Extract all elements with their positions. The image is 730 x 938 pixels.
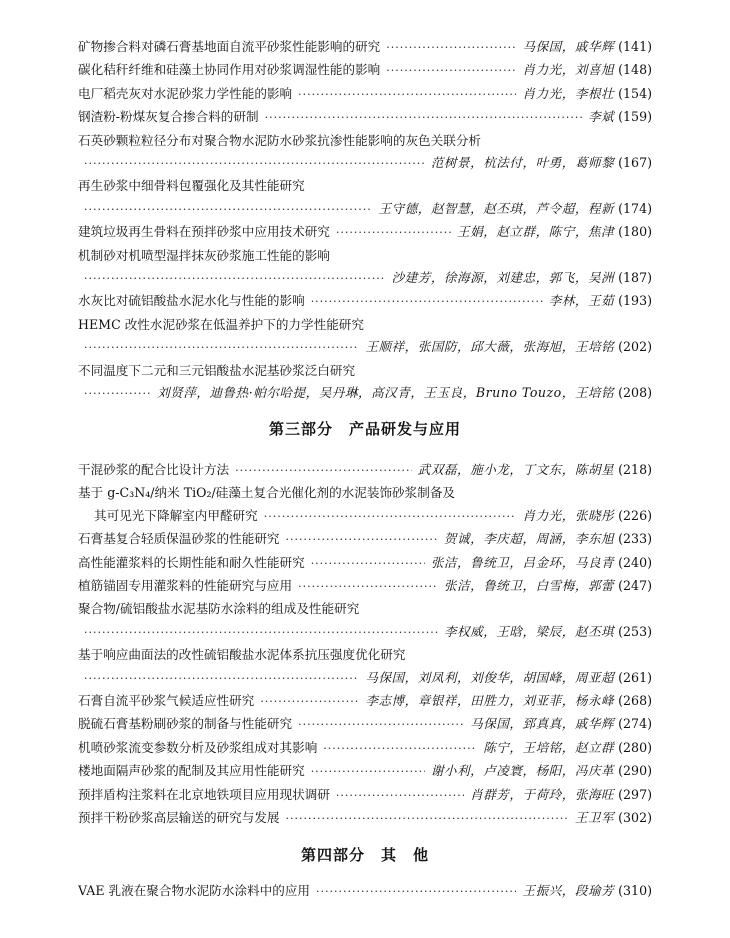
toc-entry-title: 机制砂对机喷型湿拌抹灰砂浆施工性能的影响 <box>78 247 330 263</box>
leader-dots <box>264 506 517 528</box>
leader-dots <box>298 714 464 736</box>
leader-dots <box>84 199 372 221</box>
toc-entry <box>78 713 652 736</box>
toc-entry <box>78 152 652 175</box>
leader-dots <box>386 37 516 59</box>
toc-entry-authors: 武双磊，施小龙，丁文东，陈胡星 <box>417 462 615 477</box>
toc-entry-authors: 贺诚，李庆超，周涵，李东旭 <box>443 531 615 547</box>
toc-entry <box>78 198 652 221</box>
toc-entry-title: 矿物掺合料对磷石膏基地面自流平砂浆性能影响的研究 <box>78 39 381 54</box>
toc-entry-page: (154) <box>618 85 652 101</box>
toc-entry-title: 预拌干粉砂浆高层输送的研究与发展 <box>78 810 280 826</box>
toc-entry <box>78 83 652 106</box>
leader-dots <box>235 460 412 482</box>
toc-entry-page: (233) <box>618 531 652 547</box>
toc-entry-page: (290) <box>618 763 652 779</box>
toc-entry-authors: 王卫军 <box>574 810 615 826</box>
toc-entry-authors: 肖力光，李根壮 <box>522 85 615 101</box>
toc-entry-authors: 范树景，杭法付，叶勇，葛师黎 <box>430 155 615 171</box>
toc-entry-title: 楼地面隔声砂浆的配制及其应用性能研究 <box>78 763 305 779</box>
leader-dots <box>298 84 516 106</box>
toc-entry-title: 石英砂颗粒粒径分布对聚合物水泥防水砂浆抗渗性能影响的灰色关联分析 <box>78 132 481 148</box>
toc-entry-authors: 李林，王茹 <box>548 293 615 309</box>
leader-dots <box>311 553 425 575</box>
toc-entry-authors: 谢小利，卢凌寰，杨阳，冯庆革 <box>430 763 615 779</box>
leader-dots <box>311 291 543 313</box>
toc-entry-authors: 肖力光，刘喜旭 <box>522 62 615 78</box>
leader-dots <box>286 529 438 551</box>
toc-entry-authors: 张洁，鲁统卫，吕金环，马良青 <box>430 554 615 570</box>
toc-entry <box>78 575 652 598</box>
leader-dots <box>316 881 516 903</box>
toc-section-part2-continued <box>0 36 730 406</box>
toc-entry-authors: 李斌 <box>587 109 615 125</box>
toc-entry <box>78 267 652 290</box>
toc-entry <box>78 880 652 903</box>
toc-entry <box>78 382 652 405</box>
leader-dots <box>286 808 569 830</box>
leader-dots <box>298 576 438 598</box>
toc-entry-title: 机喷砂浆流变参数分析及砂浆组成对其影响 <box>78 739 318 755</box>
toc-entry <box>78 336 652 359</box>
toc-entry-title: 再生砂浆中细骨料包覆强化及其性能研究 <box>78 178 305 194</box>
toc-entry-page: (226) <box>618 507 652 523</box>
toc-entry-page: (180) <box>618 224 652 240</box>
toc-entry-authors: 肖群芳，于荷玲，张海旺 <box>470 786 615 802</box>
toc-entry-page: (268) <box>618 693 652 709</box>
toc-entry <box>78 221 652 244</box>
toc-entry-authors: 王振兴，段瑜芳 <box>522 883 615 898</box>
toc-entry <box>78 760 652 783</box>
toc-entry <box>78 36 652 59</box>
toc-entry <box>78 59 652 82</box>
toc-entry-authors: 肖力光，张晓彤 <box>522 507 615 523</box>
toc-entry-title: 石膏基复合轻质保温砂浆的性能研究 <box>78 531 280 547</box>
leader-dots <box>84 383 151 405</box>
leader-dots <box>84 622 438 644</box>
toc-entry-authors: 李权威，王晗，梁辰，赵丕琪 <box>443 623 615 639</box>
toc-entry-title: 预拌盾构注浆料在北京地铁项目应用现状调研 <box>78 786 330 802</box>
leader-dots <box>311 761 425 783</box>
toc-entry-authors: 王守德，赵智慧，赵丕琪，芦令超，程新 <box>378 200 615 216</box>
toc-entry-title: 电厂稻壳灰对水泥砂浆力学性能的影响 <box>78 85 293 101</box>
toc-entry-page: (240) <box>618 554 652 570</box>
toc-entry-page: (148) <box>618 62 652 78</box>
toc-entry-page: (310) <box>618 883 652 898</box>
toc-entry-page: (302) <box>618 810 652 826</box>
toc-entry-title: 脱硫石膏基粉刷砂浆的制备与性能研究 <box>78 716 293 732</box>
leader-dots <box>323 738 477 760</box>
part3-heading-wrap <box>0 418 730 439</box>
leader-dots <box>84 268 386 290</box>
toc-entry-title: 不同温度下二元和三元铝酸盐水泥基砂浆泛白研究 <box>78 362 356 378</box>
toc-entry-title: 水灰比对硫铝酸盐水泥水化与性能的影响 <box>78 293 305 309</box>
toc-entry-title: 基于 g-C₃N₄/纳米 TiO₂/硅藻土复合光催化剂的水泥装饰砂浆制备及 <box>78 485 456 501</box>
toc-entry-title: 钢渣粉-粉煤灰复合掺合料的研制 <box>78 109 259 125</box>
toc-entry-page: (141) <box>618 39 652 54</box>
toc-entry-title: 植筋锚固专用灌浆料的性能研究与应用 <box>78 578 293 594</box>
toc-entry <box>94 505 652 528</box>
toc-entry-authors: 马保国，郅真真，戚华辉 <box>470 716 615 732</box>
toc-entry-page: (159) <box>618 109 652 125</box>
toc-entry-page: (167) <box>618 155 652 171</box>
toc-entry-page: (202) <box>618 339 652 355</box>
toc-entry <box>78 737 652 760</box>
toc-entry <box>78 690 652 713</box>
toc-entry-title: 聚合物/硫铝酸盐水泥基防水涂料的组成及性能研究 <box>78 601 360 617</box>
toc-entry-authors: 张洁，鲁统卫，白雪梅，郭蕾 <box>443 578 615 594</box>
toc-entry-page: (193) <box>618 293 652 309</box>
toc-entry-title: 基于响应曲面法的改性硫铝酸盐水泥体系抗压强度优化研究 <box>78 647 406 663</box>
toc-entry-page: (261) <box>618 669 652 685</box>
toc-entry <box>78 528 652 551</box>
toc-entry-authors: 李志博，章银祥，田胜力，刘亚菲，杨永峰 <box>365 693 615 709</box>
toc-entry <box>78 621 652 644</box>
toc-entry-page: (247) <box>618 578 652 594</box>
toc-entry-page: (280) <box>618 739 652 755</box>
toc-entry-title-cont: 其可见光下降解室内甲醛研究 <box>94 507 258 523</box>
toc-entry-authors: 刘贤萍，迪鲁热·帕尔哈提，吴丹琳，高汉青，王玉良，Bruno Touzo，王培铭 <box>157 385 615 401</box>
toc-entry-authors: 陈宁，王培铭，赵立群 <box>483 739 615 755</box>
toc-entry-page: (297) <box>618 786 652 802</box>
toc-entry-title: HEMC 改性水泥砂浆在低温养护下的力学性能研究 <box>78 316 364 332</box>
part3-heading: 第三部分 产品研发与应用 <box>268 420 461 438</box>
part4-heading: 第四部分 其 他 <box>300 846 429 864</box>
toc-entry <box>78 106 652 129</box>
toc-entry <box>78 667 652 690</box>
leader-dots <box>386 60 516 82</box>
toc-entry-authors: 马保国，刘凤利，刘俊华，胡国峰，周亚超 <box>365 669 615 685</box>
toc-entry-page: (187) <box>618 270 652 286</box>
toc-entry-authors: 马保国，戚华辉 <box>522 39 615 54</box>
toc-entry-page: (174) <box>618 200 652 216</box>
leader-dots <box>336 785 464 807</box>
toc-entry-title: 碳化秸秆纤维和硅藻土协同作用对砂浆调湿性能的影响 <box>78 62 381 78</box>
toc-entry <box>78 459 652 482</box>
leader-dots <box>84 153 425 175</box>
part4-heading-wrap <box>0 844 730 865</box>
toc-section-part3 <box>0 459 730 831</box>
toc-entry-title: 建筑垃圾再生骨料在预拌砂浆中应用技术研究 <box>78 224 330 240</box>
toc-entry <box>78 552 652 575</box>
leader-dots <box>265 107 582 129</box>
toc-entry <box>78 807 652 830</box>
toc-entry-page: (253) <box>618 623 652 639</box>
leader-dots <box>336 222 451 244</box>
toc-entry-authors: 王娟，赵立群，陈宁，焦津 <box>457 224 615 240</box>
toc-section-part4 <box>0 880 730 903</box>
toc-entry <box>78 290 652 313</box>
toc-entry-title: VAE 乳液在聚合物水泥防水涂料中的应用 <box>78 883 311 898</box>
toc-entry-title: 干混砂浆的配合比设计方法 <box>78 462 230 477</box>
toc-entry <box>78 784 652 807</box>
toc-entry-title: 高性能灌浆料的长期性能和耐久性能研究 <box>78 554 305 570</box>
toc-entry-title: 石膏自流平砂浆气候适应性研究 <box>78 693 255 709</box>
toc-entry-page: (208) <box>618 385 652 401</box>
toc-entry-page: (218) <box>618 462 652 477</box>
toc-entry-page: (274) <box>618 716 652 732</box>
toc-entry-authors: 沙建芳，徐海源，刘建忠，郭飞，吴洲 <box>391 270 615 286</box>
leader-dots <box>84 337 359 359</box>
leader-dots <box>260 691 359 713</box>
leader-dots <box>84 668 359 690</box>
toc-entry-authors: 王顺祥，张国防，邱大薇，张海旭，王培铭 <box>365 339 615 355</box>
